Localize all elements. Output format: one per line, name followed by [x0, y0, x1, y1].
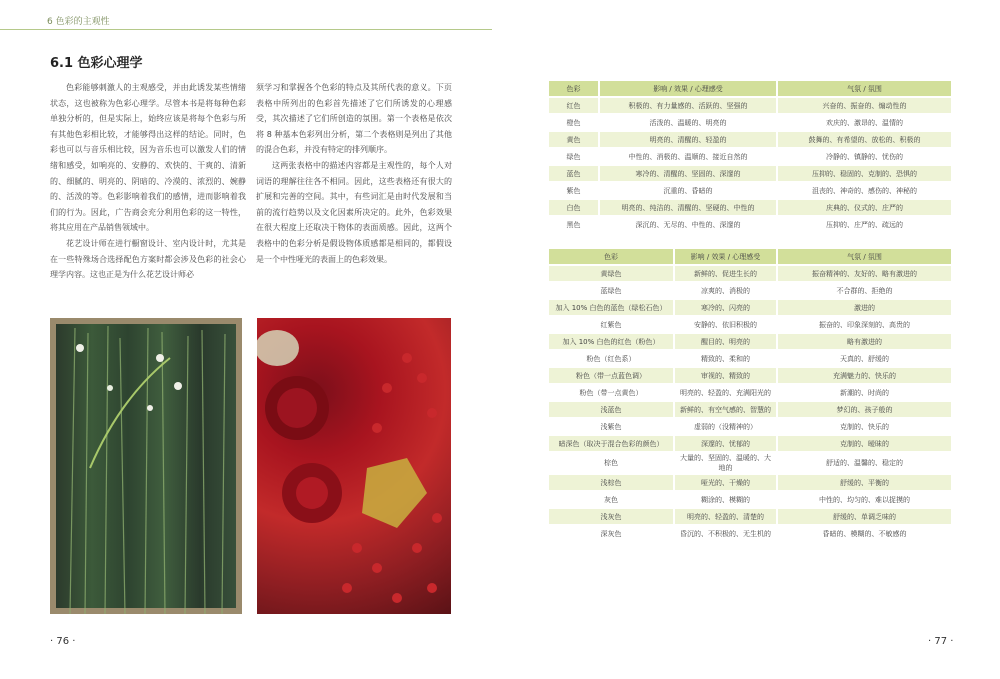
table-row	[549, 300, 951, 315]
table-row	[549, 402, 951, 417]
table-cell: 浅蓝色	[549, 402, 675, 417]
table-row	[549, 283, 951, 298]
table-cell: 深邃的、忧郁的	[675, 436, 778, 451]
table-cell: 暗深色（取决于混合色彩的颜色）	[549, 436, 675, 451]
photo-grass-arrangement	[50, 318, 242, 614]
table-cell: 克制的、快乐的	[778, 419, 951, 434]
table-cell: 灰色	[549, 492, 675, 507]
page-number-left: · 76 ·	[50, 636, 76, 647]
table-cell: 加入 10% 白色的蓝色（绿松石色）	[549, 300, 675, 315]
table-header-row	[549, 81, 951, 96]
table-row	[549, 200, 951, 215]
table-cell: 舒适的、温馨的、稳定的	[778, 453, 951, 473]
table-cell: 精致的、柔和的	[675, 351, 778, 366]
table-cell: 寒冷的、闪亮的	[675, 300, 778, 315]
table-cell: 寒冷的、清醒的、坚固的、深邃的	[600, 166, 778, 181]
table-row	[549, 132, 951, 147]
table-row	[549, 266, 951, 281]
table-cell: 糊涂的、模糊的	[675, 492, 778, 507]
table-cell: 不合群的、拒绝的	[778, 283, 951, 298]
table-cell: 冷静的、镇静的、忧伤的	[778, 149, 951, 164]
table-row	[549, 436, 951, 451]
table-cell: 蓝色	[549, 166, 600, 181]
table-row	[549, 149, 951, 164]
table-row	[549, 217, 951, 232]
table-cell: 棕色	[549, 453, 675, 473]
table-cell: 激进的	[778, 300, 951, 315]
column-header: 影响 / 效果 / 心理感受	[600, 81, 778, 96]
table-cell: 醒目的、明亮的	[675, 334, 778, 349]
table-cell: 压抑的、庄严的、疏远的	[778, 217, 951, 232]
table-row	[549, 385, 951, 400]
table-cell: 审视的、精致的	[675, 368, 778, 383]
table-row	[549, 419, 951, 434]
table-row	[549, 475, 951, 490]
table-cell: 黄绿色	[549, 266, 675, 281]
table-cell: 橙色	[549, 115, 600, 130]
table-cell: 粉色（红色系）	[549, 351, 675, 366]
table-cell: 略有激进的	[778, 334, 951, 349]
table-cell: 新鲜的、有空气感的、智慧的	[675, 402, 778, 417]
table-row	[549, 492, 951, 507]
table-cell: 活泼的、温暖的、明亮的	[600, 115, 778, 130]
table-cell: 中性的、消极的、温顺的、接近自然的	[600, 149, 778, 164]
table-row	[549, 98, 951, 113]
table-row	[549, 509, 951, 524]
table-cell: 明亮的、轻盈的、充满阳光的	[675, 385, 778, 400]
table-cell: 绿色	[549, 149, 600, 164]
table-row	[549, 368, 951, 383]
table-cell: 明亮的、纯洁的、清醒的、坚硬的、中性的	[600, 200, 778, 215]
table-cell: 沉重的、昏暗的	[600, 183, 778, 198]
table-cell: 舒缓的、单调乏味的	[778, 509, 951, 524]
table-row	[549, 166, 951, 181]
table-cell: 安静的、依旧积极的	[675, 317, 778, 332]
table-cell: 粉色（带一点黄色）	[549, 385, 675, 400]
table-cell: 振奋精神的、友好的、略有激进的	[778, 266, 951, 281]
table-cell: 加入 10% 白色的红色（粉色）	[549, 334, 675, 349]
paragraph: 须学习和掌握各个色彩的特点及其所代表的意义。下页表格中所列出的色彩首先描述了它们所诱发的心理感受，其次描述了它们所创造的氛围。第一个表格是依次将 8 种基本色彩列出分析，第二个表格则是列出了其他的混合色彩，并没有特定的排列顺序。	[256, 83, 452, 155]
paragraph: 这两张表格中的描述内容都是主观性的，每个人对词语的理解往往各不相同。因此，这些表格还有很大的扩展和完善的空间。其中，有些词汇是由时代发展和当前的流行趋势以及文化因素所决定的。此外，色彩效果在很大程度上还取决于物体的表面质感。因此，这两个表格中的色彩分析是假设物体质感都是相同的，都假设是一个中性哑光的表面上的色彩效果。	[256, 160, 452, 264]
table-cell: 粉色（带一点蓝色调）	[549, 368, 675, 383]
body-column-2	[256, 80, 452, 267]
table-cell: 凉爽的、消极的	[675, 283, 778, 298]
table-cell: 深灰色	[549, 526, 675, 541]
table-cell: 天真的、舒缓的	[778, 351, 951, 366]
section-title: 6.1 色彩心理学	[50, 56, 143, 71]
table-cell: 克制的、暧昧的	[778, 436, 951, 451]
table-cell: 梦幻的、孩子般的	[778, 402, 951, 417]
table-cell: 昏暗的、模糊的、不敏感的	[778, 526, 951, 541]
table-cell: 中性的、均匀的、难以捉摸的	[778, 492, 951, 507]
table-cell: 明亮的、轻盈的、清楚的	[675, 509, 778, 524]
paragraph: 色彩能够刺激人的主观感受，并由此诱发某些情绪状态，这也被称为色彩心理学。尽管本书是将每种色彩单独分析的，但是实际上，始终应该是将每个色彩与所有其他色彩相比较，才能够得出这样的结论。同时，色彩也可以与音乐相比较，因为音乐也可以激发人们的情绪和感受，如响亮的、安静的、欢快的、干爽的、清新的、细腻的、明亮的、阴暗的、冷漠的、浓烈的、婉静的、活泼的等。色彩影响着我们的感情，进而影响着我们的行为。因此，广告商会充分利用色彩的这一特性，将其应用在产品销售领域中。	[50, 83, 246, 233]
table-row	[549, 317, 951, 332]
table-row	[549, 526, 951, 541]
running-head	[0, 12, 492, 30]
column-header: 影响 / 效果 / 心理感受	[675, 249, 778, 264]
body-column-1	[50, 80, 246, 283]
table-cell: 紫色	[549, 183, 600, 198]
table-cell: 兴奋的、振奋的、煽动性的	[778, 98, 951, 113]
table-cell: 浅棕色	[549, 475, 675, 490]
table-cell: 红色	[549, 98, 600, 113]
column-header: 色彩	[549, 249, 675, 264]
table-row	[549, 334, 951, 349]
table-row	[549, 115, 951, 130]
table-cell: 新潮的、时尚的	[778, 385, 951, 400]
table-cell: 充满魅力的、快乐的	[778, 368, 951, 383]
photo-red-roses	[257, 318, 451, 614]
table-cell: 黄色	[549, 132, 600, 147]
table-cell: 虚弱的（没精神的）	[675, 419, 778, 434]
table-cell: 浅紫色	[549, 419, 675, 434]
table-cell: 深沉的、无尽的、中性的、深邃的	[600, 217, 778, 232]
table-cell: 昏沉的、不积极的、无生机的	[675, 526, 778, 541]
column-header: 气氛 / 氛围	[778, 81, 951, 96]
table-cell: 哑光的、干燥的	[675, 475, 778, 490]
table-cell: 欢庆的、激昂的、温情的	[778, 115, 951, 130]
table-cell: 浅灰色	[549, 509, 675, 524]
running-head-text: 6 色彩的主观性	[47, 17, 110, 27]
page-number-right: · 77 ·	[928, 636, 954, 647]
table-row	[549, 183, 951, 198]
table-cell: 蓝绿色	[549, 283, 675, 298]
table-cell: 红紫色	[549, 317, 675, 332]
table-cell: 明亮的、清醒的、轻盈的	[600, 132, 778, 147]
table-cell: 积极的、有力量感的、活跃的、坚强的	[600, 98, 778, 113]
table-cell: 舒缓的、平衡的	[778, 475, 951, 490]
paragraph: 花艺设计师在进行橱窗设计、室内设计时，尤其是在一些特殊场合选择配色方案时都会涉及色彩的社会心理学内容。这也正是为什么花艺设计师必	[50, 238, 246, 280]
table-row	[549, 351, 951, 366]
table-cell: 白色	[549, 200, 600, 215]
column-header: 色彩	[549, 81, 600, 96]
table-cell: 新鲜的、促进生长的	[675, 266, 778, 281]
table-cell: 鼓舞的、有希望的、放松的、积极的	[778, 132, 951, 147]
table-cell: 大量的、坚固的、温暖的、大地的	[675, 453, 778, 473]
table-cell: 沮丧的、神奇的、感伤的、神秘的	[778, 183, 951, 198]
table-header-row	[549, 249, 951, 264]
column-header: 气氛 / 氛围	[778, 249, 951, 264]
mixed-colors-table	[549, 247, 951, 543]
table-cell: 黑色	[549, 217, 600, 232]
table-cell: 振奋的、印象深刻的、高贵的	[778, 317, 951, 332]
basic-colors-table	[549, 79, 951, 234]
table-cell: 压抑的、稳固的、克制的、恐惧的	[778, 166, 951, 181]
table-row	[549, 453, 951, 473]
table-cell: 庆典的、仪式的、庄严的	[778, 200, 951, 215]
